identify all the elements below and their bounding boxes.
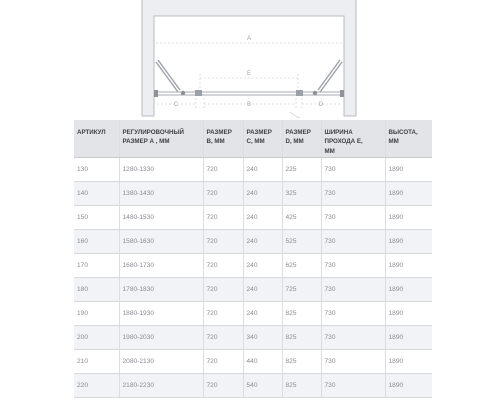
table-cell: 1890 — [385, 253, 432, 277]
table-cell: 825 — [282, 349, 321, 373]
column-header-line: ПРОХОДА Е, — [324, 138, 363, 146]
table-cell: 825 — [282, 301, 321, 325]
table-row — [74, 301, 432, 325]
table-cell: 1890 — [385, 205, 432, 229]
table-cell: 180 — [74, 277, 119, 301]
table-cell: 340 — [243, 325, 282, 349]
table-cell: 1890 — [385, 277, 432, 301]
table-cell: 1890 — [385, 373, 432, 397]
spec-table — [74, 120, 432, 398]
table-header-row — [74, 120, 432, 157]
table-cell: 1380-1430 — [119, 181, 203, 205]
table-cell: 540 — [243, 373, 282, 397]
table-cell: 240 — [243, 229, 282, 253]
table-cell: 140 — [74, 181, 119, 205]
label-a: A — [246, 36, 252, 42]
column-header-line: ММ — [388, 138, 399, 146]
table-row — [74, 181, 432, 205]
column-header — [282, 120, 321, 157]
table-row — [74, 253, 432, 277]
table-cell: 225 — [282, 157, 321, 181]
table-cell: 1890 — [385, 349, 432, 373]
column-header-line: АРТИКУЛ — [77, 129, 106, 136]
swing-arc — [290, 112, 303, 118]
table-cell: 720 — [203, 181, 243, 205]
column-header-line: ММ — [324, 147, 335, 155]
table-row — [74, 157, 432, 181]
table-cell: 525 — [282, 229, 321, 253]
table-cell: 720 — [203, 157, 243, 181]
table-cell: 825 — [282, 325, 321, 349]
table-cell: 725 — [282, 277, 321, 301]
table-row — [74, 373, 432, 397]
table-cell: 730 — [321, 229, 385, 253]
table-cell: 1890 — [385, 181, 432, 205]
table-cell: 720 — [203, 301, 243, 325]
table-cell: 150 — [74, 205, 119, 229]
wall-outline — [142, 0, 356, 116]
table-cell: 2180-2230 — [119, 373, 203, 397]
table-cell: 220 — [74, 373, 119, 397]
table-cell: 200 — [74, 325, 119, 349]
table-cell: 130 — [74, 157, 119, 181]
table-cell: 240 — [243, 157, 282, 181]
column-header — [74, 120, 119, 157]
table-row — [74, 349, 432, 373]
table-cell: 720 — [203, 349, 243, 373]
table-cell: 720 — [203, 229, 243, 253]
table-cell: 625 — [282, 253, 321, 277]
table-cell: 825 — [282, 373, 321, 397]
label-e: E — [246, 71, 252, 77]
table-row — [74, 325, 432, 349]
table-cell: 2080-2130 — [119, 349, 203, 373]
table-cell: 730 — [321, 277, 385, 301]
table-cell: 730 — [321, 157, 385, 181]
table-body — [74, 157, 432, 397]
table-cell: 325 — [282, 181, 321, 205]
column-header-line: РАЗМЕР А , ММ — [122, 138, 170, 146]
table-cell: 240 — [243, 277, 282, 301]
label-d: D — [318, 102, 324, 108]
table-cell: 1890 — [385, 157, 432, 181]
table-cell: 730 — [321, 325, 385, 349]
table-row — [74, 205, 432, 229]
table-cell: 1780-1830 — [119, 277, 203, 301]
table-cell: 730 — [321, 301, 385, 325]
column-header-line: ВЫСОТА, — [388, 129, 418, 136]
table-cell: 1580-1630 — [119, 229, 203, 253]
table-cell: 730 — [321, 181, 385, 205]
table-cell: 1880-1930 — [119, 301, 203, 325]
table-cell: 720 — [203, 277, 243, 301]
table-cell: 190 — [74, 301, 119, 325]
table-cell: 720 — [203, 373, 243, 397]
table-cell: 240 — [243, 181, 282, 205]
table-cell: 720 — [203, 205, 243, 229]
column-header-line: РАЗМЕР — [285, 129, 311, 136]
column-header-line: РАЗМЕР — [246, 129, 272, 136]
table-cell: 240 — [243, 253, 282, 277]
table-cell: 170 — [74, 253, 119, 277]
table-cell: 730 — [321, 253, 385, 277]
table-cell: 720 — [203, 253, 243, 277]
column-header-line: D, ММ — [285, 138, 304, 146]
column-header — [203, 120, 243, 157]
column-header — [385, 120, 432, 157]
table-cell: 730 — [321, 373, 385, 397]
table-cell: 425 — [282, 205, 321, 229]
column-header-line: ШИРИНА — [324, 129, 353, 136]
column-header — [119, 120, 203, 157]
table-cell: 1890 — [385, 301, 432, 325]
table-row — [74, 229, 432, 253]
table-cell: 720 — [203, 325, 243, 349]
wall-fill — [143, 0, 356, 116]
table-cell: 730 — [321, 349, 385, 373]
label-c: C — [173, 102, 179, 108]
column-header-line: РЕГУЛИРОВОЧНЫЙ — [122, 129, 184, 136]
column-header — [243, 120, 282, 157]
table-cell: 1680-1730 — [119, 253, 203, 277]
table-cell: 160 — [74, 229, 119, 253]
column-header-line: В, ММ — [206, 138, 225, 146]
table-cell: 210 — [74, 349, 119, 373]
shower-door-diagram — [0, 0, 500, 118]
label-b: B — [246, 102, 252, 108]
table-cell: 1890 — [385, 229, 432, 253]
table-cell: 1480-1530 — [119, 205, 203, 229]
column-header-line: С, ММ — [246, 138, 265, 146]
table-cell: 240 — [243, 301, 282, 325]
door-hardware — [154, 90, 344, 97]
table-cell: 730 — [321, 205, 385, 229]
table-cell: 1280-1330 — [119, 157, 203, 181]
table-row — [74, 277, 432, 301]
column-header-line: РАЗМЕР — [206, 129, 232, 136]
table-cell: 440 — [243, 349, 282, 373]
table-cell: 1890 — [385, 325, 432, 349]
table-cell: 240 — [243, 205, 282, 229]
column-header — [321, 120, 385, 157]
table-cell: 1980-2030 — [119, 325, 203, 349]
